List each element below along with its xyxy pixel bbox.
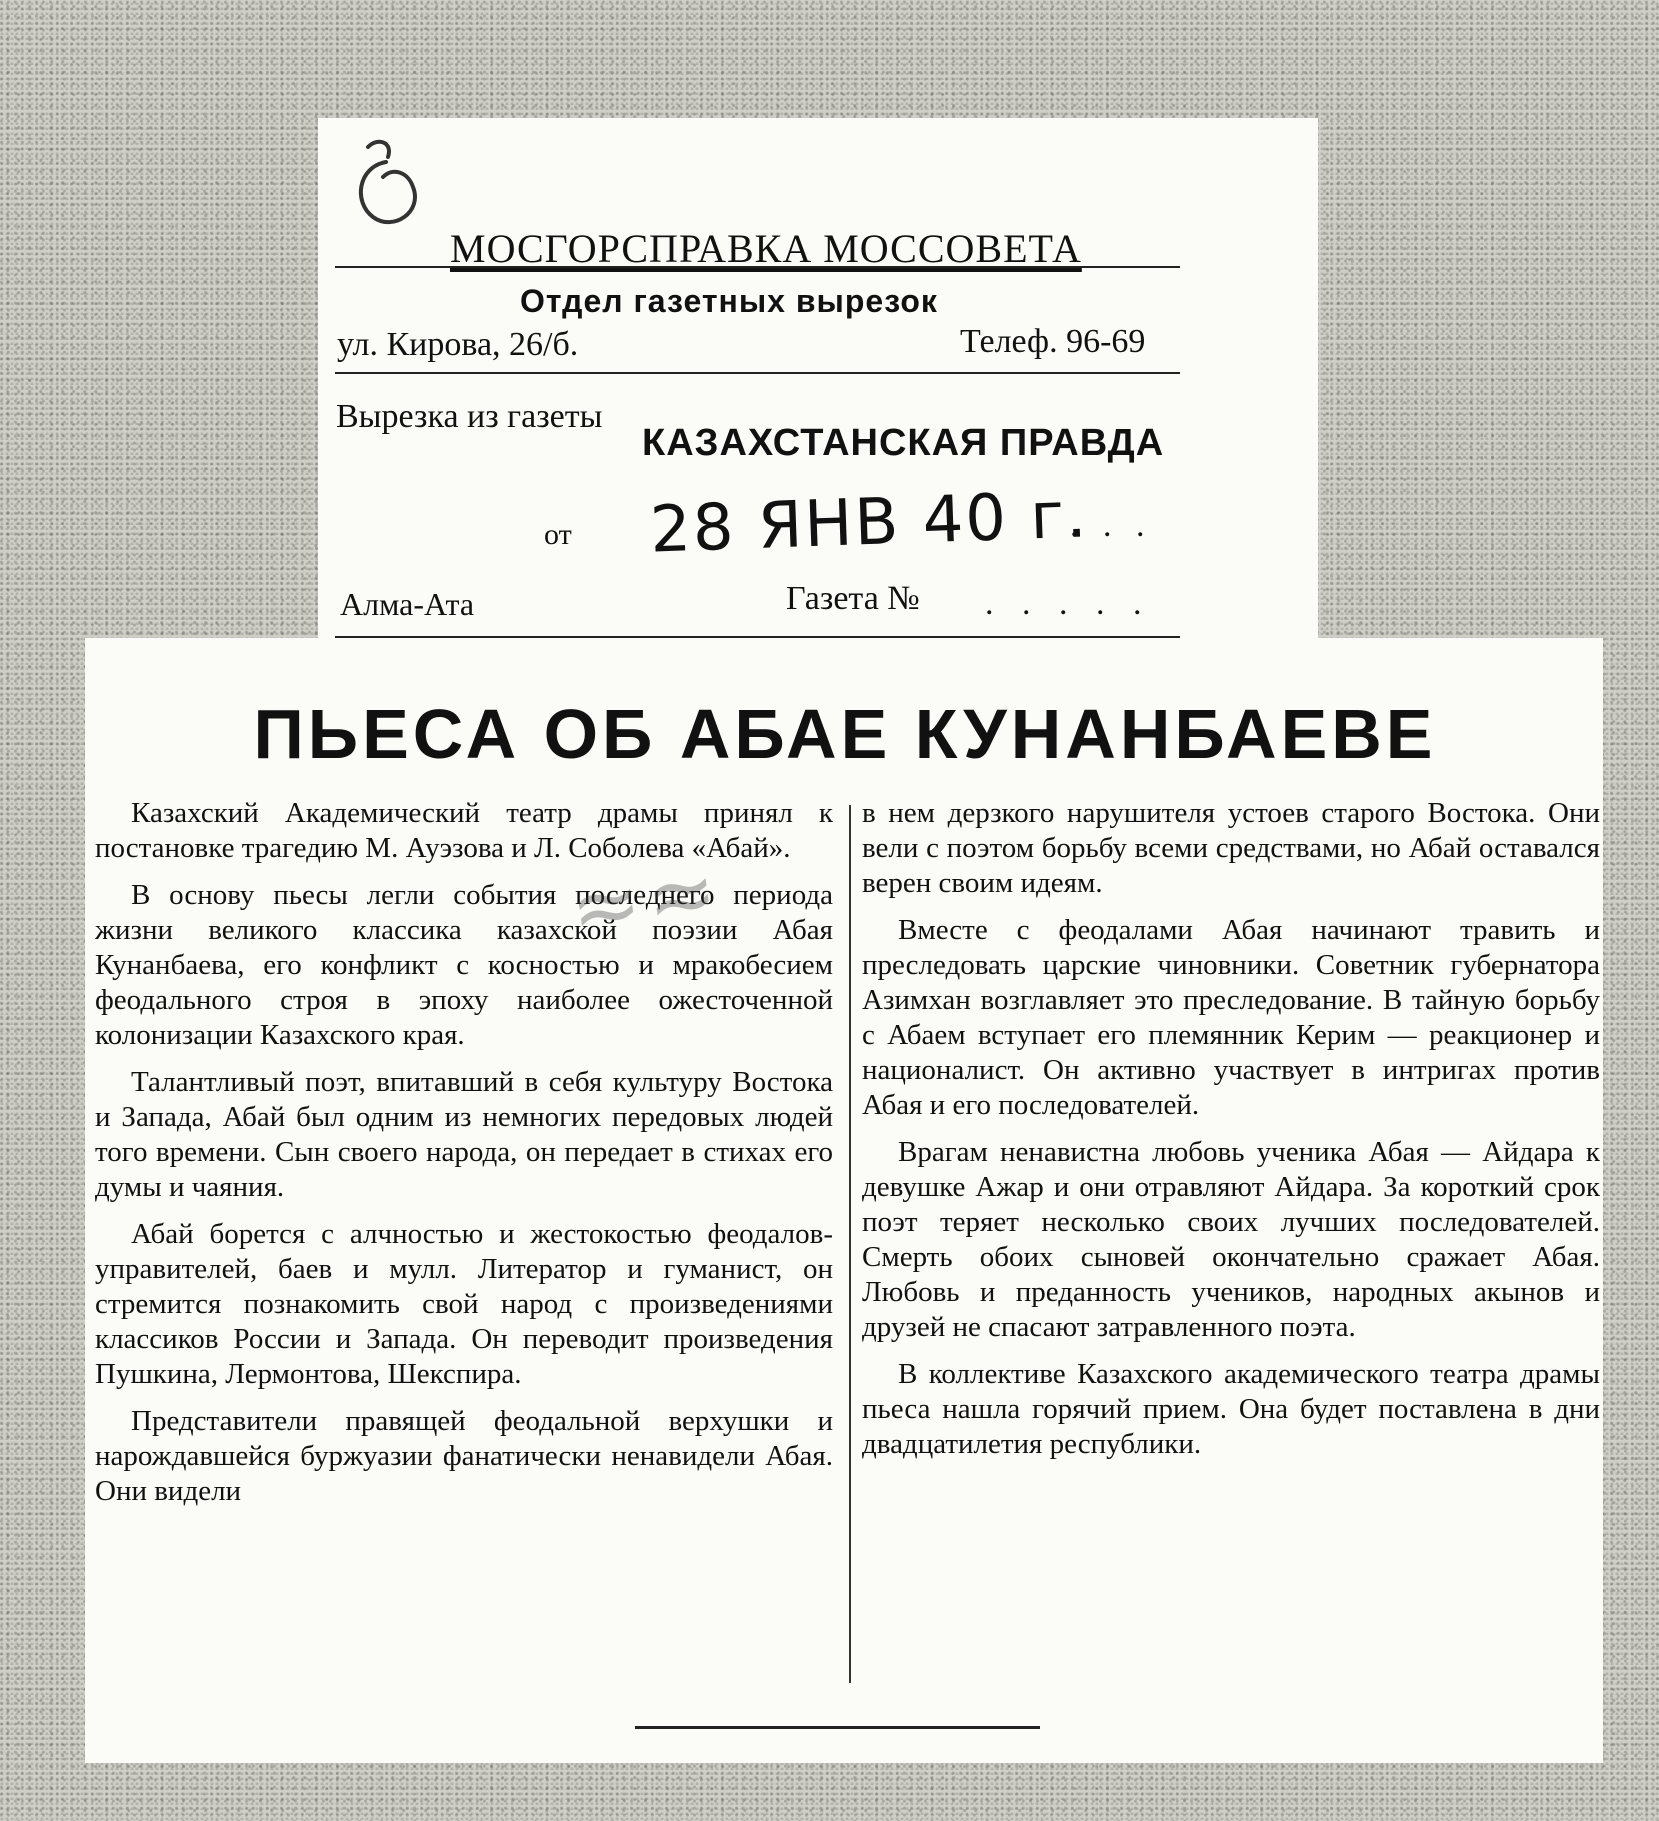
clipping-stamp-paper	[318, 118, 1318, 648]
article-headline: ПЬЕСА ОБ АБАЕ КУНАНБАЕВЕ	[253, 695, 1437, 773]
stamp-address: ул. Кирова, 26/б.	[337, 326, 579, 363]
stamp-issue-label: Газета №	[786, 580, 920, 617]
handwritten-scribble: ≈≈	[563, 839, 729, 959]
stamp-city: Алма-Ата	[340, 586, 475, 622]
stamp-date-dots: . . .	[1070, 507, 1153, 544]
stamp-rule-bottom	[335, 636, 1180, 638]
paragraph: В основу пьесы легли события последнего периода жизни великого классика казахской поэзии Абая Кунанбаева, его конфликт с косностью и мракобесием феодального строя в эпоху наиболее ожесточенной колонизации Казахского края.	[95, 879, 833, 1051]
paragraph: Казахский Академический театр драмы принял к постановке трагедию М. Ауэзова и Л. Соболева «Абай».	[95, 797, 833, 864]
stamp-clipping-label: Вырезка из газеты	[336, 398, 603, 435]
stamp-organization: МОСГОРСПРАВКА МОССОВЕТА	[450, 226, 1082, 271]
paragraph: Представители правящей феодальной верхушки и нарождавшейся буржуазии фанатически ненавидели Абая. Они видели	[95, 1405, 833, 1507]
stamp-newspaper-name: КАЗАХСТАНСКАЯ ПРАВДА	[642, 422, 1165, 464]
article-end-rule	[635, 1726, 1040, 1729]
paragraph: Вместе с феодалами Абая начинают травить и преследовать царские чиновники. Советник губернатора Азимхан возглавляет это преследование. В тайную борьбу с Абаем вступает его племянник Керим — реакционер и националист. Он активно участвует в интригах против Абая и его последователей.	[862, 914, 1600, 1121]
paragraph: Талантливый поэт, впитавший в себя культуру Востока и Запада, Абай был одним из немногих передовых людей того времени. Сын своего народа, он передает в стихах его думы и чаяния.	[95, 1066, 833, 1203]
paragraph-continuation: в нем дерзкого нарушителя устоев старого Востока. Они вели с поэтом борьбу всеми средствами, но Абай оставался верен своим идеям.	[862, 797, 1600, 899]
article-column-right	[862, 796, 1600, 1474]
stamp-issue-dots: . . . . .	[985, 585, 1152, 622]
stamp-phone: Телеф. 96-69	[960, 323, 1146, 360]
paragraph: В коллективе Казахского академического театра драмы пьеса нашла горячий прием. Она будет поставлена в дни двадцатилетия республики.	[862, 1358, 1600, 1460]
stamp-from-label: от	[544, 518, 572, 551]
stamp-mark-icon	[338, 132, 433, 237]
paragraph: Врагам ненавистна любовь ученика Абая — Айдара к девушке Ажар и они отравляют Айдара. За короткий срок поэт теряет несколько своих лучших последователей. Смерть обоих сыновей окончательно сражает Абая. Любовь и преданность учеников, народных акынов и друзей не спасают затравленного поэта.	[862, 1136, 1600, 1343]
stamp-department: Отдел газетных вырезок	[520, 283, 938, 319]
stamp-rule-middle	[335, 372, 1180, 374]
paragraph: Абай борется с алчностью и жестокостью феодалов-управителей, баев и мулл. Литератор и гуманист, он стремится познакомить свой народ с произведениями классиков России и Запада. Он переводит произведения Пушкина, Лермонтова, Шекспира.	[95, 1218, 833, 1390]
stamp-date: 28 ЯНВ 40 г.	[648, 478, 1090, 568]
column-divider	[849, 805, 851, 1683]
